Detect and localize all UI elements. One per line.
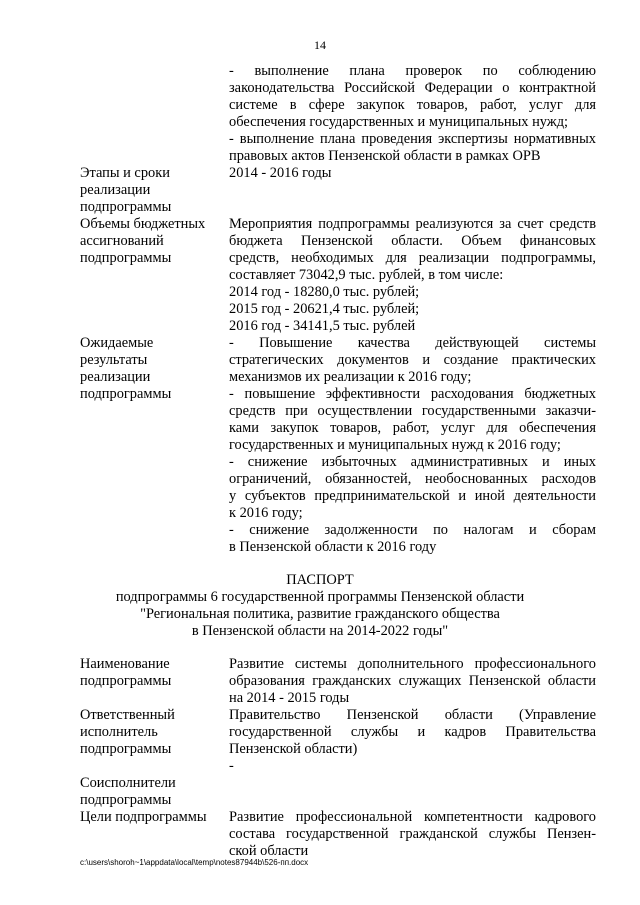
passport-subtitle: "Региональная политика, развитие гражданского общества [140,606,500,622]
row-value: - снижение задолженности по налогам и сборам [229,522,596,538]
row-label: Ответственный [80,707,175,723]
row-value: средств, необходимых для реализации подпрограммы, [229,250,596,266]
row-label: Объемы бюджетных [80,216,206,232]
text-line: - выполнение плана проведения экспертизы нормативных [229,131,596,147]
row-label: реализации [80,182,151,198]
row-label: Цели подпрограммы [80,809,207,825]
text-line: правовых актов Пензенской области в рамках ОРВ [229,148,541,164]
row-value: ской области [229,843,309,859]
row-value: ками закупок товаров, работ, услуг для обеспечения [229,420,596,436]
row-label: подпрограммы [80,386,172,402]
row-value: Развитие профессиональной компетентности кадрового [229,809,596,825]
row-value: 2015 год - 20621,4 тыс. рублей; [229,301,420,317]
text-line: - выполнение плана проверок по соблюдению [229,63,596,79]
row-label: подпрограммы [80,250,172,266]
text-line: законодательства Российской Федерации о контрактной [229,80,596,96]
row-value: 2014 - 2016 годы [229,165,332,181]
row-value: 2014 год - 18280,0 тыс. рублей; [229,284,420,300]
row-label: Наименование [80,656,170,672]
row-value: - повышение эффективности расходования бюджетных [229,386,596,402]
row-label: результаты [80,352,148,368]
row-value: ограничений, обязанностей, необоснованных расходов [229,471,596,487]
row-value: состава государственной гражданской службы Пензен- [229,826,596,842]
row-label: реализации [80,369,151,385]
row-value: механизмов их реализации к 2016 году; [229,369,472,385]
footer-file-path: c:\users\shoroh~1\appdata\local\temp\notes87944b\526-пп.docx [80,858,309,867]
row-value: средств при осуществлении государственными заказчи- [229,403,596,419]
row-value: государственных и муниципальных нужд к 2016 году; [229,437,561,453]
passport-subtitle: подпрограммы 6 государственной программы Пензенской области [115,589,525,605]
row-value: бюджета Пензенской области. Объем финансовых [229,233,596,249]
row-label: Ожидаемые [80,335,154,351]
row-value: Мероприятия подпрограммы реализуются за счет средств [229,216,596,232]
row-label: подпрограммы [80,199,172,215]
row-label: Соисполнители [80,775,176,791]
page-number: 14 [314,38,326,52]
text-line: обеспечения государственных и муниципальных нужд; [229,114,569,130]
row-value: стратегических документов и создание практических [229,352,596,368]
row-value: - [229,758,234,774]
row-value: 2016 год - 34141,5 тыс. рублей [229,318,416,334]
row-value: к 2016 году; [229,505,303,521]
row-value: - Повышение качества действующей системы [229,335,596,351]
row-value: на 2014 - 2015 годы [229,690,350,706]
row-value: у субъектов предпринимательской и иной деятельности [229,488,596,504]
row-value: составляет 73042,9 тыс. рублей, в том числе: [229,267,504,283]
row-label: Этапы и сроки [80,165,170,181]
row-label: подпрограммы [80,673,172,689]
row-label: исполнитель [80,724,158,740]
row-value: Пензенской области) [229,741,358,757]
row-value: государственной службы и кадров Правительства [229,724,596,740]
row-value: - снижение избыточных административных и иных [229,454,596,470]
row-value: Развитие системы дополнительного профессионального [229,656,596,672]
row-value: образования гражданских служащих Пензенской области [229,673,596,689]
passport-title: ПАСПОРТ [286,572,354,588]
row-label: ассигнований [80,233,164,249]
passport-subtitle: в Пензенской области на 2014-2022 годы" [191,623,449,639]
row-value: Правительство Пензенской области (Управление [229,707,596,723]
row-label: подпрограммы [80,741,172,757]
text-line: системе в сфере закупок товаров, работ, услуг для [229,97,596,113]
row-label: подпрограммы [80,792,172,808]
row-value: в Пензенской области к 2016 году [229,539,437,555]
